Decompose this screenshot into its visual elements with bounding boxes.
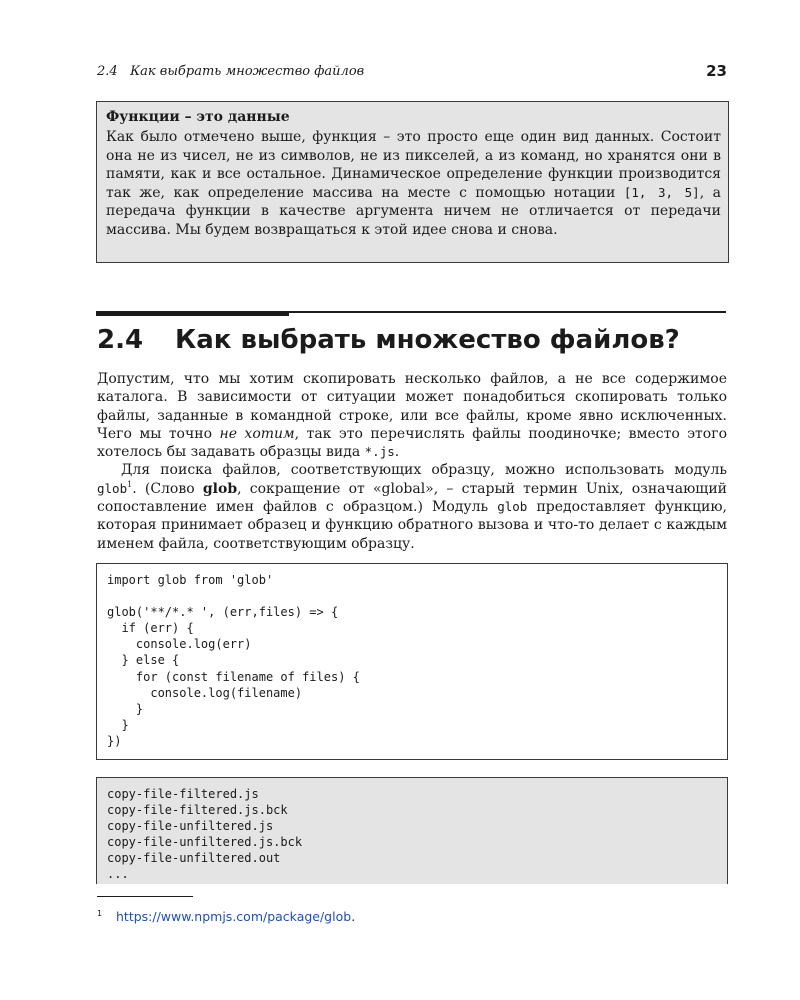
footnote-link[interactable]: https://www.npmjs.com/package/glob: [116, 909, 352, 924]
text-run: . (Слово: [132, 480, 203, 497]
emphasis-text: не хотим: [219, 425, 295, 442]
running-head-section: 2.4 Как выбрать множество файлов: [97, 64, 365, 79]
callout-title: Функции – это данные: [106, 109, 290, 125]
callout-text-part: Как было отмечено выше, функция – это просто еще один вид данных. Состоит она не из чисел, не из символов, не из пикселей, а из команд, но хранятся они в памяти, как и все остальное. Динамическое определение функции производится так же, как определение массива на месте с помощью нотации: [106, 129, 721, 201]
section-rule-thick: [96, 311, 289, 316]
text-run: Допустим, что мы хотим скопировать несколько файлов, а не все содержимое каталога. В зависимости от ситуации может понадобиться скопировать только файлы, заданные в командной строке, или все файлы, кроме явно исключенных. Чего мы точно: [97, 371, 727, 442]
section-rule-thin: [289, 311, 726, 313]
section-number: 2.4: [97, 325, 144, 355]
page-number: 23: [706, 62, 727, 80]
inline-code: *.js: [364, 444, 395, 460]
body-text: [97, 370, 727, 553]
text-run: Для поиска файлов, соответствующих образцу, можно использовать модуль: [121, 462, 727, 479]
callout-text: [106, 128, 721, 239]
section-heading: [97, 322, 727, 358]
text-run: , так это перечислять файлы поодиночке; вместо этого хотелось бы задавать образцы вида: [97, 425, 727, 461]
inline-code: [1, 3, 5]: [623, 184, 700, 200]
callout-box: [96, 101, 729, 263]
footnote-ref[interactable]: 1: [127, 479, 133, 489]
footnote: [97, 905, 727, 926]
text-run: .: [394, 444, 400, 461]
running-head: [97, 62, 727, 84]
inline-code: glob: [97, 480, 128, 496]
code-listing: import glob from 'glob' glob('**/*.* ', (err,files) => { if (err) { console.log(err) } else { for (const filename of files) { console.log(filename) } } }): [96, 563, 728, 760]
section-title: Как выбрать множество файлов?: [175, 325, 680, 355]
output-listing: copy-file-filtered.js copy-file-filtered.js.bck copy-file-unfiltered.js copy-file-unfiltered.js.bck copy-file-unfiltered.out ...: [96, 777, 728, 884]
bold-term: glob: [202, 480, 238, 497]
paragraph: [97, 461, 727, 552]
text-run: , сокращение от «global», – старый термин Unix, означающий сопоставление имен файлов с образцом.) Модуль: [97, 480, 727, 516]
footnote-period: .: [351, 909, 356, 924]
footnote-rule: [97, 896, 193, 897]
paragraph: [97, 370, 727, 461]
inline-code: glob: [497, 499, 528, 515]
footnote-mark: 1: [97, 909, 103, 918]
text-run: предоставляет функцию, которая принимает образец и функцию обратного вызова и что-то делает с каждым именем файла, соответствующим образцу.: [97, 499, 727, 552]
callout-text-part: , а передача функции в качестве аргумента ничем не отличается от передачи массива. Мы будем возвращаться к этой идее снова и снова.: [106, 184, 722, 238]
